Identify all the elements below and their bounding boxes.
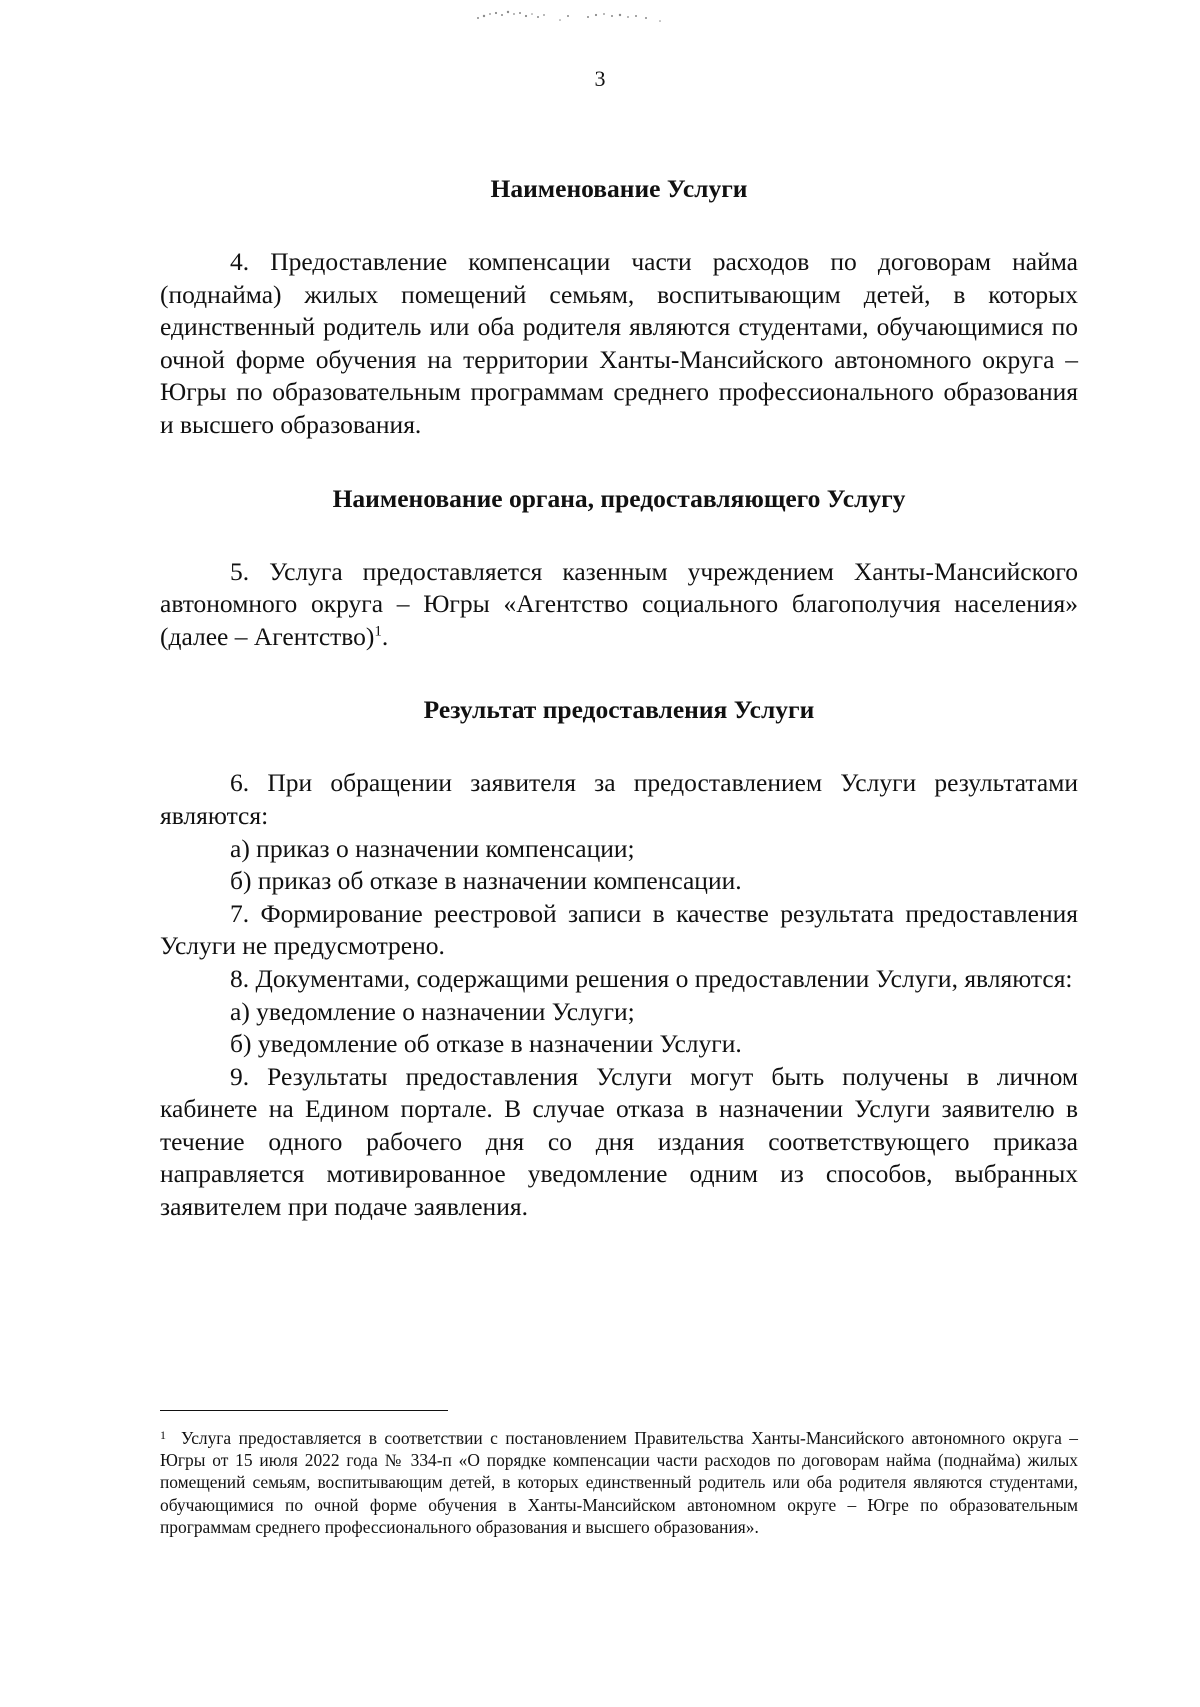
scan-artifact-marks [460, 4, 760, 26]
section-heading-service-name: Наименование Услуги [490, 174, 748, 203]
paragraph-8: 8. Документами, содержащими решения о предоставлении Услуги, являются: [230, 963, 1073, 993]
list-item-6a: а) приказ о назначении компенсации; [230, 833, 635, 863]
list-item-8a: а) уведомление о назначении Услуги; [230, 996, 635, 1026]
footnote-text: Услуга предоставляется в соответствии с постановлением Правительства Ханты-Мансийского автономного округа – Югры от 15 июля 2022 года № 334-п «О порядке компенсации части расходов по договорам найма (поднайма) жилых помещений семьям, воспитывающим детей, в которых единственный родитель или оба родителя являются студентами, обучающимися по очной форме обучения в Ханты-Мансийском автономном округе – Югре по образовательным программам среднего профессионального образования и высшего образования». [160, 1428, 1078, 1537]
list-item-6b: б) приказ об отказе в назначении компенсации. [230, 866, 742, 896]
section-heading-result: Результат предоставления Услуги [423, 695, 815, 725]
footnote-separator [160, 1410, 448, 1411]
paragraph-5: 5. Услуга предоставляется казенным учреждением Ханты-Мансийского автономного округа – Югры «Агентство социального благополучия населения» (далее – Агентство)$^1$. [160, 556, 1078, 651]
paragraph-7: 7. Формирование реестровой записи в качестве результата предоставления Услуги не предусмотрено. [160, 898, 1078, 961]
document-body [160, 172, 1078, 1224]
list-item-8b: б) уведомление об отказе в назначении Услуги. [230, 1029, 742, 1059]
footnote-mark: 1 [160, 1428, 166, 1442]
page-number: 3 [594, 66, 606, 91]
paragraph-4: 4. Предоставление компенсации части расходов по договорам найма (поднайма) жилых помещений семьям, воспитывающим детей, в которых единственный родитель или оба родителя являются студентами, обучающимися по очной форме обучения на территории Ханты-Мансийского автономного округа – Югры по образовательным программам среднего профессионального образования и высшего образования. [160, 247, 1078, 439]
paragraph-9: 9. Результаты предоставления Услуги могут быть получены в личном кабинете на Едином портале. В случае отказа в назначении Услуги заявителю в течение одного рабочего дня со дня издания соответствующего приказа направляется мотивированное уведомление одним из способов, выбранных заявителем при подаче заявления. [160, 1061, 1078, 1222]
section-heading-authority: Наименование органа, предоставляющего Услугу [332, 483, 906, 513]
footnote-ref[interactable]: 1 [374, 623, 382, 640]
paragraph-6: 6. При обращении заявителя за предоставлением Услуги результатами являются: [160, 768, 1078, 830]
footnote [160, 1427, 1078, 1538]
paragraph-5-text: 5. Услуга предоставляется казенным учреждением Ханты-Мансийского автономного округа – Югры «Агентство социального благополучия населения» (далее – Агентство) [160, 556, 1078, 651]
